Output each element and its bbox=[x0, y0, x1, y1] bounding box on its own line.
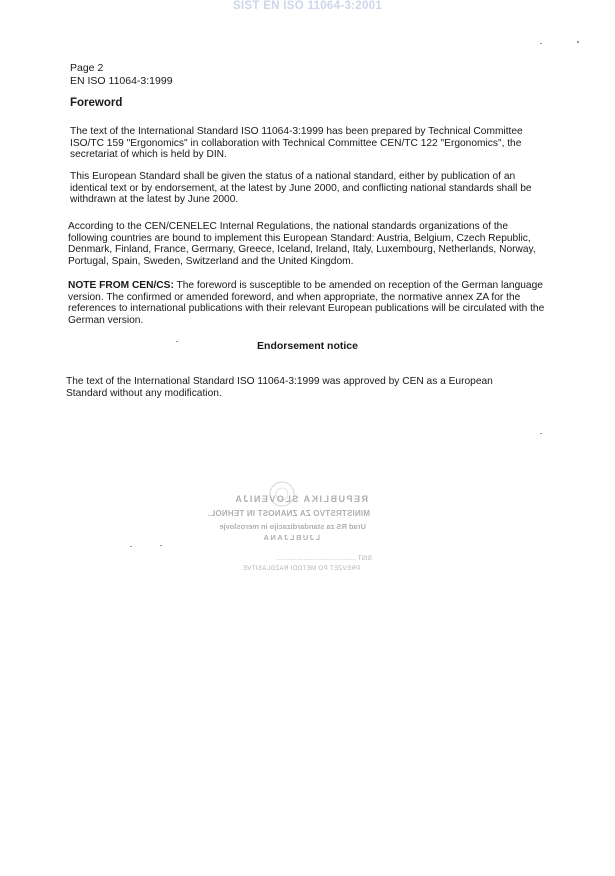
endorsement-heading: Endorsement notice bbox=[257, 340, 358, 352]
foreword-heading: Foreword bbox=[70, 97, 123, 109]
page-number: Page 2 bbox=[70, 62, 104, 74]
foreword-paragraph-2: This European Standard shall be given the status of a national standard, either by publication of an identical text or by endorsement, at the latest by June 2000, and conflicting national standards shall be withdrawn at the latest by June 2000. bbox=[70, 171, 532, 206]
note-text: The foreword is susceptible to be amended on reception of the German language version. The confirmed or amended foreword, and when appropriate, the normative annex ZA for the references to international publications with their relevant European publications will be circulated with the German version. bbox=[68, 280, 545, 326]
endorsement-paragraph: The text of the International Standard ISO 11064-3:1999 was approved by CEN as a European Standard without any modification. bbox=[66, 376, 493, 399]
foreword-note bbox=[68, 280, 548, 326]
scan-speck bbox=[130, 546, 132, 547]
scan-speck bbox=[176, 341, 178, 342]
scan-speck bbox=[577, 41, 579, 43]
foreword-paragraph-1: The text of the International Standard ISO 11064-3:1999 has been prepared by Technical Committee ISO/TC 159 "Ergonomics" in collaboration with Technical Committee CEN/TC 122 "Ergonomics", the secretariat of which is held by DIN. bbox=[70, 126, 523, 161]
svg-text:SIST .........................: SIST ............................................ bbox=[276, 555, 372, 562]
document-watermark: SIST EN ISO 11064-3:2001 bbox=[232, 0, 383, 12]
svg-text:REPUBLIKA SLOVENIJA: REPUBLIKA SLOVENIJA bbox=[233, 494, 368, 504]
standard-number: EN ISO 11064-3:1999 bbox=[70, 74, 173, 87]
scan-speck bbox=[540, 433, 542, 434]
svg-text:MINISTRSTVO ZA ZNANOST IN TEHN: MINISTRSTVO ZA ZNANOST IN TEHNOL. bbox=[207, 509, 370, 518]
foreword-paragraph-3: According to the CEN/CENELEC Internal Regulations, the national standards organizations of the following countries are bound to implement this European Standard: Austria, Belgium, Czech Republic, Denmark, Finland, France, Germany, Greece, Iceland, Ireland, Italy, Luxembourg, Netherlands, Norway, Portugal, Spain, Sweden, Switzerland and the United Kingdom. bbox=[68, 221, 536, 267]
scan-speck bbox=[160, 545, 162, 546]
scan-speck bbox=[540, 43, 542, 44]
note-label: NOTE FROM CEN/CS: bbox=[68, 280, 174, 291]
official-stamp bbox=[190, 474, 380, 574]
page-header bbox=[70, 62, 173, 87]
svg-text:Urad RS za standardizacijo in: Urad RS za standardizacijo in meroslovje bbox=[219, 522, 366, 531]
svg-text:LJUBLJANA: LJUBLJANA bbox=[261, 533, 320, 542]
svg-text:PREVZET PO METODI RAZGLASITVE: PREVZET PO METODI RAZGLASITVE bbox=[242, 566, 360, 572]
